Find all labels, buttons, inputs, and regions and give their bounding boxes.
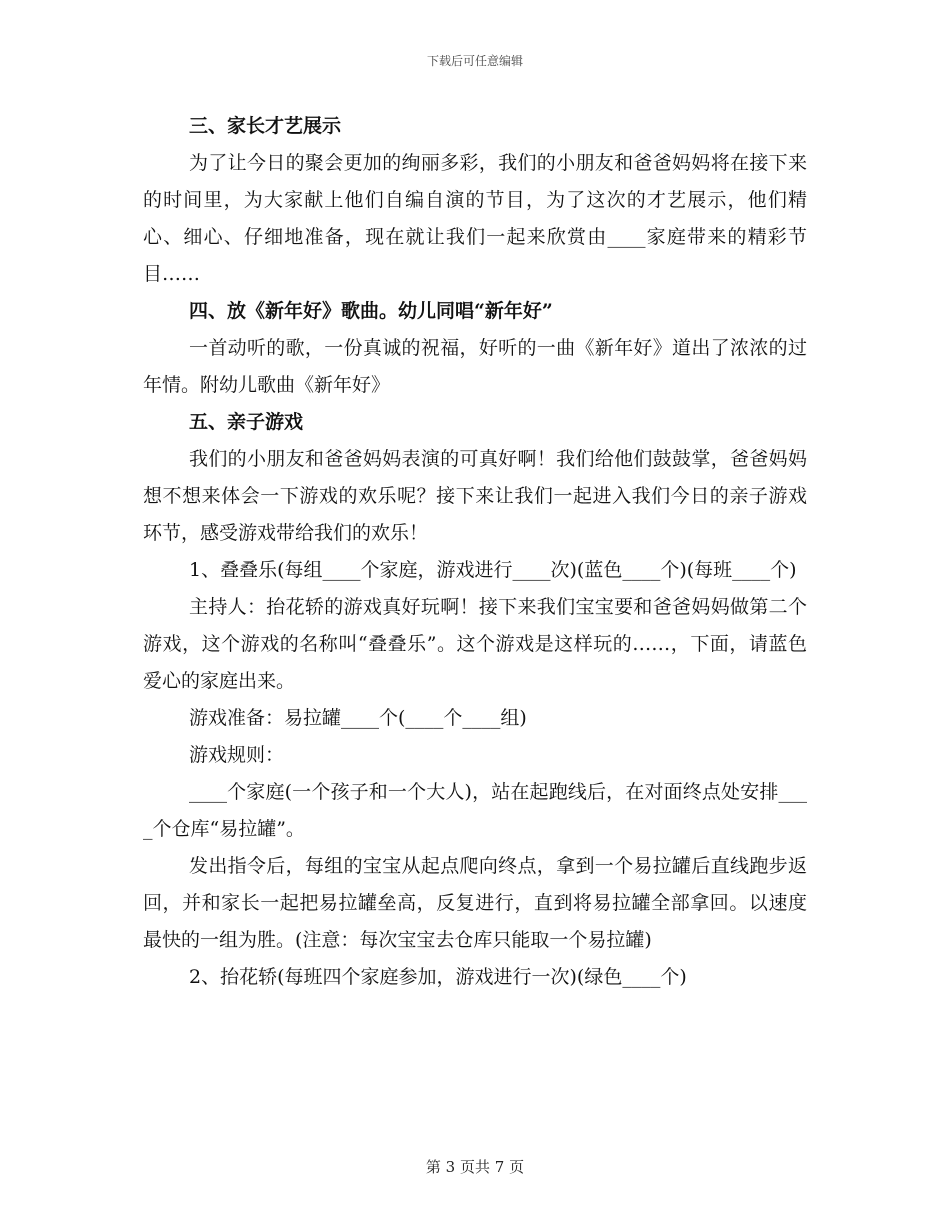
section-heading-parent-child-games: 五、亲子游戏 xyxy=(189,411,304,433)
page-header: 下载后可任意编辑 xyxy=(426,54,523,68)
game-1-title: 1、叠叠乐(每组____个家庭，游戏进行____次)(蓝色____个)(每班____个) xyxy=(189,559,797,581)
page-footer: 第 3 页共 7 页 xyxy=(425,1158,525,1176)
game-rules-procedure: 发出指令后，每组的宝宝从起点爬向终点，拿到一个易拉罐后直线跑步返回，并和家长一起把易拉罐垒高，反复进行，直到将易拉罐全部拿回。以速度最快的一组为胜。(注意：每次宝宝去仓库只能取一个易拉罐) xyxy=(143,855,807,951)
game-rules-label: 游戏规则： xyxy=(189,744,285,766)
paragraph-games-intro: 我们的小朋友和爸爸妈妈表演的可真好啊！我们给他们鼓鼓掌，爸爸妈妈想不想来体会一下游戏的欢乐呢？接下来让我们一起进入我们今日的亲子游戏环节，感受游戏带给我们的欢乐！ xyxy=(143,448,807,544)
game-preparation: 游戏准备：易拉罐____个(____个____组) xyxy=(189,707,527,729)
section-heading-talent-show: 三、家长才艺展示 xyxy=(189,115,342,137)
game-2-title: 2、抬花轿(每班四个家庭参加，游戏进行一次)(绿色____个) xyxy=(189,966,687,988)
section-heading-new-year-song: 四、放《新年好》歌曲。幼儿同唱“新年好” xyxy=(189,300,553,322)
game-rules-setup: ____个家庭(一个孩子和一个大人)，站在起跑线后，在对面终点处安排____个仓库“易拉罐”。 xyxy=(143,781,807,840)
paragraph-talent-show: 为了让今日的聚会更加的绚丽多彩，我们的小朋友和爸爸妈妈将在接下来的时间里，为大家献上他们自编自演的节目，为了这次的才艺展示，他们精心、细心、仔细地准备，现在就让我们一起来欣赏由____家庭带来的精彩节目…… xyxy=(143,152,807,285)
document-body xyxy=(143,108,807,996)
paragraph-host-speech: 主持人：抬花轿的游戏真好玩啊！接下来我们宝宝要和爸爸妈妈做第二个游戏，这个游戏的名称叫“叠叠乐”。这个游戏是这样玩的……，下面，请蓝色爱心的家庭出来。 xyxy=(143,596,807,692)
paragraph-new-year-song: 一首动听的歌，一份真诚的祝福，好听的一曲《新年好》道出了浓浓的过年情。附幼儿歌曲《新年好》 xyxy=(143,337,807,396)
